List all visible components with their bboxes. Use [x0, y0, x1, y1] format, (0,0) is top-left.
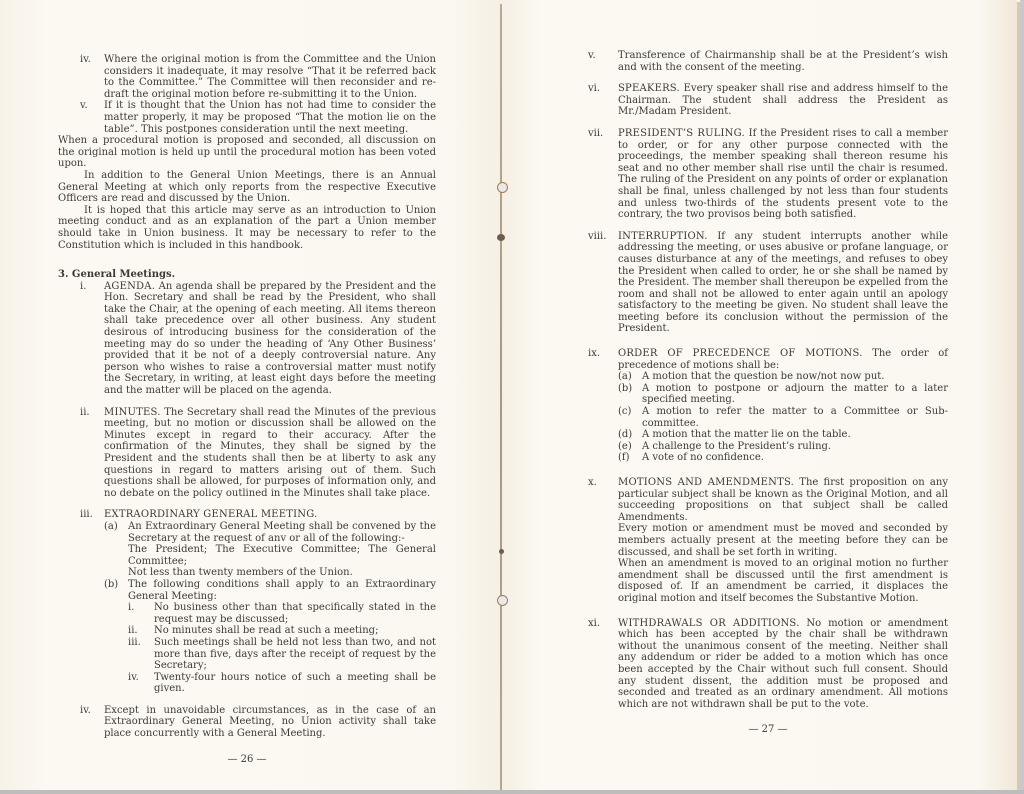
sub-clause-text: The following conditions shall apply to an Extraordinary General Meeting:	[128, 578, 436, 602]
clause-number: ii.	[80, 406, 90, 418]
sub-clause-text: An Extraordinary General Meeting shall be convened by the Secretary at the request of anv or all of the following:-	[128, 520, 436, 544]
condition-number: iv.	[128, 671, 139, 683]
condition-number: ii.	[128, 625, 138, 637]
clause-iv-referral	[58, 54, 436, 100]
clause-interruption	[588, 231, 948, 335]
precedence-item	[618, 441, 948, 453]
precedence-label: (a)	[618, 371, 632, 383]
clause-extraordinary-general-meeting	[58, 509, 436, 695]
precedence-label: (e)	[618, 440, 632, 452]
condition-text: No business other than that specifically stated in the request may be discussed;	[154, 602, 436, 625]
clause-number: vii.	[588, 127, 604, 139]
clause-number: iii.	[80, 509, 93, 521]
condition-item	[128, 672, 436, 695]
staple-hole-icon	[497, 182, 508, 193]
sub-clause-text: The President; The Executive Committee; The General Committee;	[128, 544, 436, 567]
clause-number: i.	[80, 280, 87, 292]
clause-withdrawals-or-additions	[588, 618, 948, 711]
staple-hole-icon	[497, 595, 508, 606]
clause-number: v.	[80, 100, 88, 112]
binding-gutter	[500, 4, 502, 790]
clause-title: WITHDRAWALS OR ADDITIONS.	[618, 617, 800, 629]
paragraph-procedural-motion: When a procedural motion is proposed and seconded, all discussion on the original motion is held up until the procedural motion has been voted upon.	[58, 135, 436, 170]
precedence-text: A motion to refer the matter to a Committee or Sub-committee.	[642, 406, 948, 429]
clause-number: x.	[588, 477, 597, 488]
clause-text: The order of precedence of motions shall be:	[618, 348, 949, 371]
clause-text: An agenda shall be prepared by the President and the Hon. Secretary and shall be read by the President, who shall take the Chair, at the opening of each meeting. All items thereon shall take precedence over all other business. Any student desirous of introducing business for the consideration of the meeting may do so under the heading of ‘Any Other Business’ provided that it be not of a deeply controversial nature. Any person who wishes to raise a controversial matter must notify the Secretary, in writing, at least eight days before the meeting and the matter will be placed on the agenda.	[104, 280, 437, 397]
clause-text: When an amendment is moved to an original motion no further amendment shall be discussed until the first amendment is disposed of. If an amendment be carried, it displaces the original motion and itself becomes the Substantive Motion.	[618, 558, 948, 604]
sub-clause-a	[104, 521, 436, 579]
clause-text: If it is thought that the Union has not had time to consider the matter properly, it may be proposed “That the motion lie on the table”. This postpones consideration until the next meeting.	[104, 100, 436, 135]
clause-title: AGENDA.	[104, 280, 156, 292]
clause-concurrent-activity	[58, 705, 436, 740]
clause-text: The first proposition on any particular subject shall be known as the Original Motion, and all succeeding propositions on that subject shall be called Amendments.	[618, 477, 948, 523]
staple-icon	[499, 549, 504, 554]
condition-text: No minutes shall be read at such a meeting;	[154, 625, 379, 637]
condition-item	[128, 602, 436, 625]
clause-title: SPEAKERS.	[618, 83, 680, 95]
clause-text: Every speaker shall rise and address himself to the Chairman. The student shall address the President as Mr./Madam President.	[618, 83, 948, 118]
clause-text: The Secretary shall read the Minutes of the previous meeting, but no motion or discussion shall be allowed on the Minutes except in regard to their accuracy. After the confirmation of the Minutes, they shall be signed by the President and the students shall then be at liberty to ask any questions in regard to matters arising out of them. Such questions shall be allowed, for purposes of information only, and no debate on the policy outlined in the Minutes shall take place.	[104, 406, 436, 499]
sub-clause-b	[104, 579, 436, 695]
clause-number: iv.	[80, 704, 91, 716]
precedence-label: (d)	[618, 429, 633, 441]
precedence-item	[618, 371, 948, 383]
paragraph-introduction: It is hoped that this article may serve as an introduction to Union meeting conduct and as an explanation of the part a Union member should take in Union business. It may be necessary to refer to the Constitution which is included in this handbook.	[58, 204, 436, 251]
sub-clause-label: (a)	[104, 520, 118, 532]
precedence-item	[618, 406, 948, 429]
precedence-text: A motion that the matter lie on the table.	[642, 429, 851, 441]
clause-number: viii.	[588, 230, 607, 242]
clause-text: Transference of Chairmanship shall be at the President’s wish and with the consent of the meeting.	[618, 50, 948, 73]
clause-number: v.	[588, 50, 596, 61]
sub-clause-label: (b)	[104, 578, 119, 590]
clause-order-of-precedence	[588, 348, 948, 464]
clause-v-lie-on-table	[58, 100, 436, 135]
clause-speakers	[588, 83, 948, 118]
clause-text: Except in unavoidable circumstances, as in the case of an Extraordinary General Meeting, no Union activity shall take place concurrently with a General Meeting.	[104, 704, 436, 740]
clause-agenda	[58, 281, 436, 397]
left-page-text	[58, 54, 436, 765]
clause-title: PRESIDENT’S RULING.	[618, 127, 745, 139]
paragraph-annual-general-meeting: In addition to the General Union Meetings, there is an Annual General Meeting at which only reports from the respective Executive Officers are read and discussed by the Union.	[58, 169, 436, 205]
precedence-label: (c)	[618, 406, 632, 418]
clause-title: MINUTES.	[104, 406, 161, 418]
clause-title: MOTIONS AND AMENDMENTS.	[618, 477, 795, 488]
clause-minutes	[58, 407, 436, 500]
precedence-text: A challenge to the President’s ruling.	[642, 440, 832, 452]
clause-motions-and-amendments	[588, 477, 948, 605]
precedence-item	[618, 429, 948, 441]
condition-text: Such meetings shall be held not less than two, and not more than five, days after the receipt of request by the Secretary;	[154, 636, 436, 672]
precedence-text: A vote of no confidence.	[642, 452, 764, 464]
clause-number: xi.	[588, 617, 601, 629]
precedence-label: (f)	[618, 452, 630, 464]
clause-text: Every motion or amendment must be moved and seconded by members actually present at the meeting before they can be discussed, and shall be set forth in writing.	[618, 523, 948, 558]
precedence-text: A motion to postpone or adjourn the matter to a later specified meeting.	[642, 382, 948, 406]
staple-icon	[497, 234, 505, 241]
clause-text: If any student interrupts another while addressing the meeting, or uses abusive or profane language, or causes disturbance at any of the meetings, and refuses to obey the President when called to order, he or she shall be named by the President. The member shall thereupon be expelled from the room and shall not be allowed to enter again until an apology satisfactory to the meeting be given. No student shall leave the meeting before its conclusion without the permission of the President.	[618, 230, 948, 335]
precedence-item	[618, 383, 948, 406]
right-page-text	[588, 50, 948, 736]
clause-presidents-ruling	[588, 128, 948, 221]
clause-text: No motion or amendment which has been accepted by the chair shall be withdrawn without the unanimous consent of the meeting. Neither shall any addendum or rider be added to a motion which has once been accepted by the Chair without such full consent. Should any student dissent, the addition must be proposed and seconded and treated as an ordinary amendment. All motions which are not withdrawn shall be put to the vote.	[618, 617, 948, 710]
precedence-text: A motion that the question be now/not now put.	[642, 371, 885, 383]
clause-title: EXTRAORDINARY GENERAL MEETING.	[104, 509, 318, 521]
page-number-26: — 26 —	[227, 753, 267, 765]
clause-title: INTERRUPTION.	[618, 230, 708, 242]
condition-item	[128, 637, 436, 672]
clause-text: Where the original motion is from the Committee and the Union considers it inadequate, it may resolve “That it be referred back to the Committee.” The Committee will then reconsider and re-draft the original motion before re-submitting it to the Union.	[104, 54, 436, 100]
condition-number: i.	[128, 602, 135, 614]
viewer-bottom-edge	[0, 790, 1024, 794]
clause-number: iv.	[80, 54, 91, 65]
condition-text: Twenty-four hours notice of such a meeting shall be given.	[154, 671, 436, 695]
condition-item	[128, 625, 436, 637]
clause-text: If the President rises to call a member to order, or for any other purpose connected with the proceedings, the member speaking shall thereon resume his seat and no other member shall rise until the chair is resumed. The ruling of the President on any points of order or explanation shall be final, unless challenged by not less than four students and unless two-thirds of the students present vote to the contrary, the two provisos being both satisfied.	[618, 127, 948, 221]
page-edge	[1017, 2, 1020, 790]
precedence-label: (b)	[618, 382, 633, 394]
page-number-27: — 27 —	[748, 724, 788, 736]
clause-number: vi.	[588, 83, 601, 95]
clause-transference	[588, 50, 948, 73]
condition-number: iii.	[128, 636, 141, 648]
sub-clause-text: Not less than twenty members of the Union.	[128, 567, 353, 579]
clause-title: ORDER OF PRECEDENCE OF MOTIONS.	[618, 348, 863, 360]
section-heading-general-meetings: 3. General Meetings.	[58, 269, 176, 281]
clause-number: ix.	[588, 348, 601, 360]
precedence-item	[618, 452, 948, 464]
